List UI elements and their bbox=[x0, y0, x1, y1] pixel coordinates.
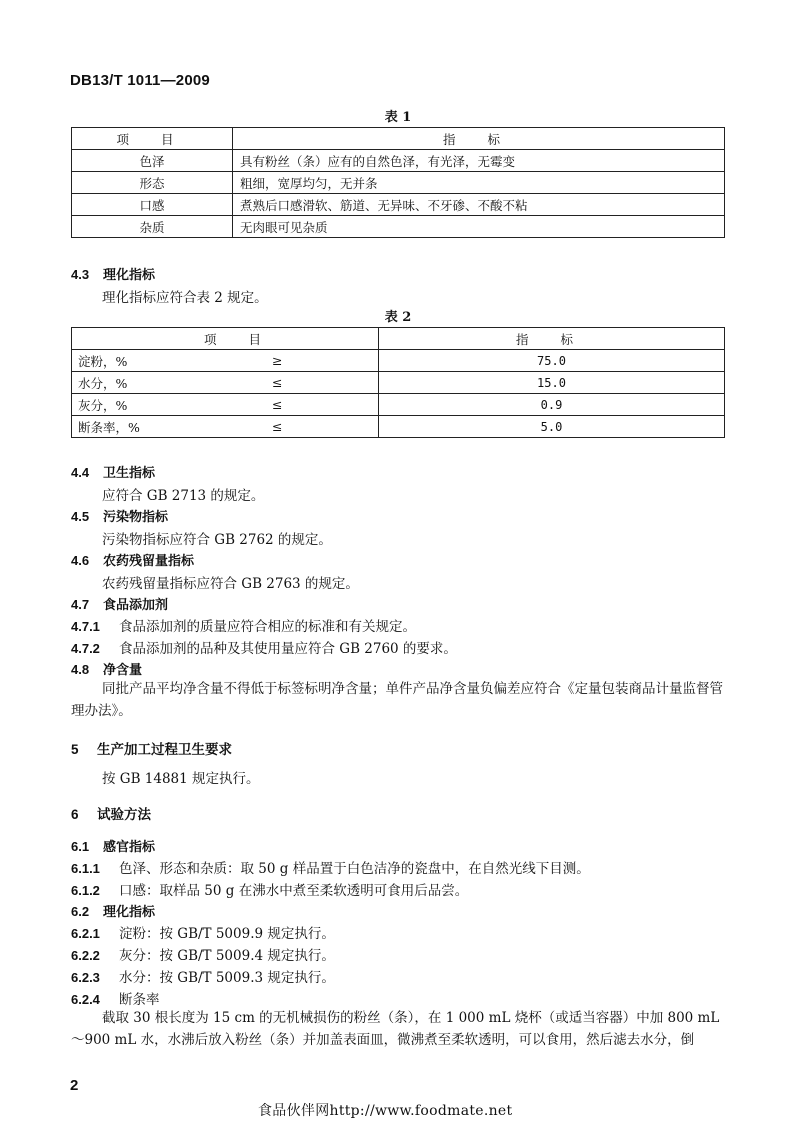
para-6-1-2: 6.1.2 口感：取样品 50 g 在沸水中煮至柔软透明可食用后品尝。 bbox=[71, 883, 469, 899]
table-cell: 淀粉，% bbox=[78, 353, 128, 369]
table-row bbox=[72, 150, 725, 172]
table-row bbox=[72, 350, 725, 372]
para-6-2-3: 6.2.3 水分：按 GB/T 5009.3 规定执行。 bbox=[71, 970, 335, 986]
table-cell: 煮熟后口感滑软、筋道、无异味、不牙碜、不酸不粘 bbox=[233, 194, 725, 216]
para-4-3: 理化指标应符合表 2 规定。 bbox=[102, 290, 268, 306]
table-cell: 75.0 bbox=[379, 350, 725, 372]
table-cell: 5.0 bbox=[379, 416, 725, 438]
table2-header-indicator: 指 标 bbox=[379, 328, 725, 350]
para-6-2-2: 6.2.2 灰分：按 GB/T 5009.4 规定执行。 bbox=[71, 948, 335, 964]
para-6-2-4: 截取 30 根长度为 15 cm 的无机械损伤的粉丝（条），在 1 000 mL 烧杯（或适当容器）中加 800 mL～900 mL 水，水沸后放入粉丝（条）并加盖表面皿，微沸煮至柔软透明，可以食用，然后滤去水分，倒 bbox=[71, 1010, 720, 1048]
heading-4-3: 4.3 理化指标 bbox=[71, 267, 156, 282]
operator: ≤ bbox=[272, 375, 283, 390]
table-cell: 水分，% bbox=[78, 375, 128, 391]
table-cell: 色泽 bbox=[72, 150, 233, 172]
para-6-2-1: 6.2.1 淀粉：按 GB/T 5009.9 规定执行。 bbox=[71, 926, 335, 942]
para-5: 按 GB 14881 规定执行。 bbox=[102, 771, 260, 787]
heading-5: 5 生产加工过程卫生要求 bbox=[71, 742, 232, 757]
table-row bbox=[72, 172, 725, 194]
table-cell: 0.9 bbox=[379, 394, 725, 416]
table-row bbox=[72, 416, 725, 438]
table-row bbox=[72, 372, 725, 394]
table-row bbox=[72, 216, 725, 238]
table-cell: 15.0 bbox=[379, 372, 725, 394]
heading-4-4: 4.4 卫生指标 bbox=[71, 465, 156, 480]
table-row bbox=[72, 394, 725, 416]
table-row bbox=[72, 194, 725, 216]
table-2 bbox=[71, 327, 725, 438]
operator: ≤ bbox=[272, 419, 283, 434]
standard-code: DB13/T 1011—2009 bbox=[70, 72, 210, 89]
heading-6: 6 试验方法 bbox=[71, 807, 151, 822]
table-cell: 杂质 bbox=[72, 216, 233, 238]
page-number: 2 bbox=[70, 1077, 79, 1094]
heading-4-6: 4.6 农药残留量指标 bbox=[71, 553, 195, 568]
table-cell: 具有粉丝（条）应有的自然色泽，有光泽，无霉变 bbox=[233, 150, 725, 172]
table-1 bbox=[71, 127, 725, 238]
heading-6-2-4: 6.2.4 断条率 bbox=[71, 992, 160, 1008]
heading-6-1: 6.1 感官指标 bbox=[71, 839, 156, 854]
table2-caption: 表 2 bbox=[384, 310, 412, 325]
operator: ≥ bbox=[272, 353, 283, 368]
operator: ≤ bbox=[272, 397, 283, 412]
para-6-1-1: 6.1.1 色泽、形态和杂质：取 50 g 样品置于白色洁净的瓷盘中，在自然光线下目测。 bbox=[71, 861, 590, 877]
para-4-7-1: 4.7.1 食品添加剂的质量应符合相应的标准和有关规定。 bbox=[71, 619, 416, 635]
table2-header-item: 项 目 bbox=[72, 328, 379, 350]
para-4-6: 农药残留量指标应符合 GB 2763 的规定。 bbox=[102, 576, 359, 592]
table-cell: 形态 bbox=[72, 172, 233, 194]
para-4-7-2: 4.7.2 食品添加剂的品种及其使用量应符合 GB 2760 的要求。 bbox=[71, 641, 457, 657]
table1-header-indicator: 指 标 bbox=[233, 128, 725, 150]
heading-4-7: 4.7 食品添加剂 bbox=[71, 597, 169, 612]
table1-header-item: 项 目 bbox=[72, 128, 233, 150]
heading-4-8: 4.8 净含量 bbox=[71, 662, 143, 677]
table-cell: 灰分，% bbox=[78, 397, 128, 413]
table-cell: 口感 bbox=[72, 194, 233, 216]
table-cell: 无肉眼可见杂质 bbox=[233, 216, 725, 238]
para-4-4: 应符合 GB 2713 的规定。 bbox=[102, 488, 265, 504]
table-cell: 断条率，% bbox=[78, 419, 140, 435]
footer-watermark: 食品伙伴网http://www.foodmate.net bbox=[258, 1103, 513, 1119]
table-cell: 粗细，宽厚均匀，无并条 bbox=[233, 172, 725, 194]
table1-caption: 表 1 bbox=[384, 110, 412, 125]
para-4-5: 污染物指标应符合 GB 2762 的规定。 bbox=[102, 532, 332, 548]
heading-4-5: 4.5 污染物指标 bbox=[71, 509, 169, 524]
heading-6-2: 6.2 理化指标 bbox=[71, 904, 156, 919]
para-4-8: 同批产品平均净含量不得低于标签标明净含量；单件产品净含量负偏差应符合《定量包装商品计量监督管理办法》。 bbox=[71, 681, 723, 719]
